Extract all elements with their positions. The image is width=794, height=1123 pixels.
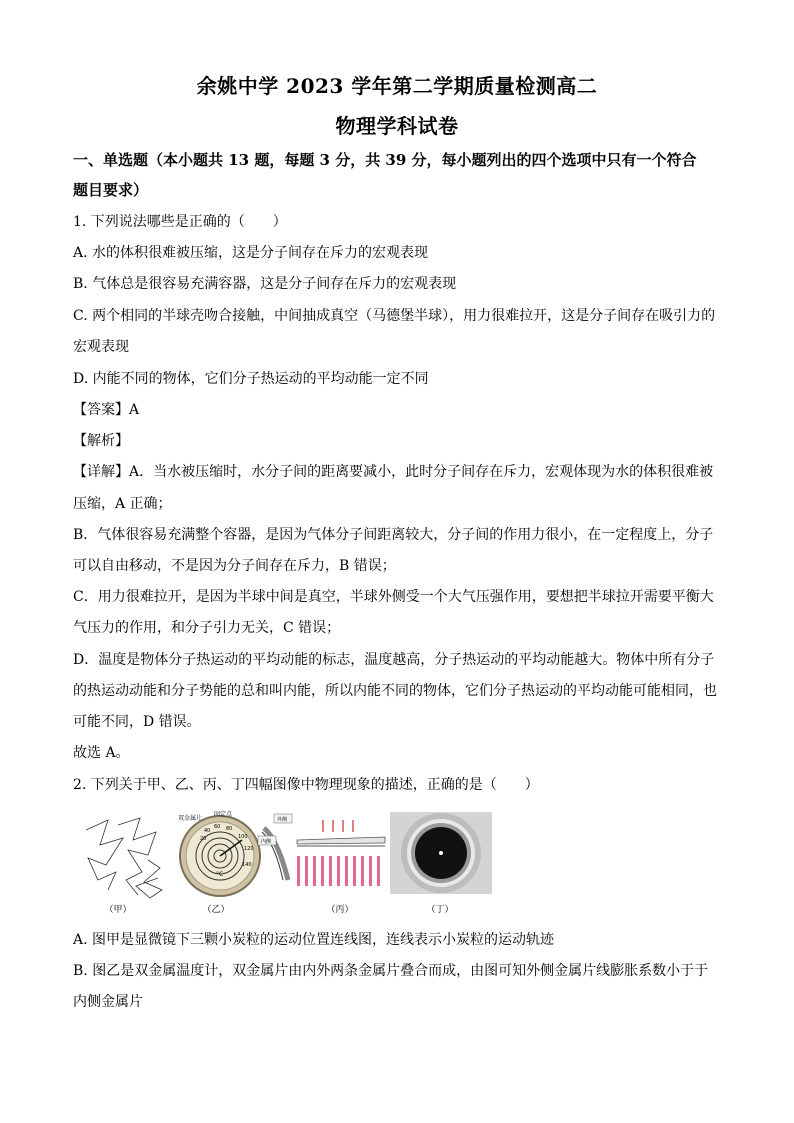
- dial-tick: 20: [200, 836, 207, 842]
- q1-detail-line: C．用力很难拉开，是因为半球中间是真空，半球外侧受一个大气压强作用，要想把半球拉开需要平衡大: [73, 589, 714, 605]
- diffraction-figure: [390, 810, 492, 900]
- section-heading-cont: 题目要求）: [73, 181, 149, 199]
- q1-conclusion: 故选 A。: [73, 745, 130, 761]
- q1-detail-line: 的热运动动能和分子势能的总和叫内能，所以内能不同的物体，它们分子热运动的平均动能可能相同，也: [73, 683, 717, 699]
- fixed-point-label: 固定点: [214, 811, 233, 818]
- brownian-motion-figure: [78, 810, 168, 900]
- outer-label: 外侧: [277, 817, 288, 823]
- dial-tick: 80: [226, 826, 233, 832]
- q2-stem: 2. 下列关于甲、乙、丙、丁四幅图像中物理现象的描述，正确的是（ ）: [73, 777, 539, 793]
- page-subtitle: 物理学科试卷: [335, 114, 459, 138]
- dial-tick: 40: [204, 828, 211, 834]
- q2-option-b-cont: 内侧金属片: [73, 994, 143, 1010]
- q2-figure-group: [78, 810, 498, 920]
- dial-tick: 60: [214, 824, 221, 830]
- q1-detail-line: 【详解】A．当水被压缩时，水分子间的距离要减小，此时分子间存在斥力，宏观体现为水的体积很难被: [73, 464, 714, 480]
- q1-detail-line: 可以自由移动，不是因为分子间存在斥力，B 错误；: [73, 558, 396, 574]
- section-heading: 一、单选题（本小题共 13 题，每题 3 分，共 39 分，每小题列出的四个选项中只有一个符合: [73, 151, 697, 169]
- q1-stem: 1. 下列说法哪些是正确的（ ）: [73, 214, 287, 230]
- dial-tick: 140: [242, 862, 252, 868]
- bimetal-thermometer-figure: [178, 810, 298, 902]
- q2-option-b: B. 图乙是双金属温度计，双金属片由内外两条金属片叠合而成，由图可知外侧金属片线膨胀系数小于于: [73, 963, 709, 979]
- q1-detail-line: 压缩，A 正确；: [73, 496, 172, 512]
- q1-option-b: B. 气体总是很容易充满容器，这是分子间存在斥力的宏观表现: [73, 276, 457, 292]
- q1-detail-line: D．温度是物体分子热运动的平均动能的标志，温度越高，分子热运动的平均动能越大。物体中所有分子: [73, 652, 715, 668]
- fig-caption: （乙）: [202, 905, 230, 915]
- fig-caption: （甲）: [104, 905, 132, 915]
- q1-detail-line: 气压力的作用，和分子引力无关，C 错误；: [73, 620, 341, 636]
- fig-caption: （丁）: [426, 905, 454, 915]
- dial-tick: 120: [244, 846, 254, 852]
- page-title: 余姚中学 2023 学年第二学期质量检测高二: [196, 74, 598, 98]
- celsius-label: °C: [216, 871, 224, 878]
- q1-analysis-label: 【解析】: [73, 433, 129, 449]
- dial-tick: 100: [238, 834, 248, 840]
- bimetal-label: 双金属片: [178, 815, 203, 822]
- thin-film-figure: [293, 810, 393, 900]
- inner-label: 内侧: [261, 839, 272, 845]
- fig-caption: （丙）: [326, 905, 354, 915]
- q2-option-a: A. 图甲是显微镜下三颗小炭粒的运动位置连线图，连线表示小炭粒的运动轨迹: [73, 932, 555, 948]
- q1-answer: 【答案】A: [73, 402, 140, 418]
- q1-option-a: A. 水的体积很难被压缩，这是分子间存在斥力的宏观表现: [73, 245, 429, 261]
- q1-detail-line: B．气体很容易充满整个容器，是因为气体分子间距离较大，分子间的作用力很小，在一定程度上，分子: [73, 527, 714, 543]
- q1-option-d: D. 内能不同的物体，它们分子热运动的平均动能一定不同: [73, 371, 429, 387]
- q1-option-c-cont: 宏观表现: [73, 339, 129, 355]
- q1-option-c: C. 两个相同的半球壳吻合接触，中间抽成真空（马德堡半球），用力很难拉开，这是分子间存在吸引力的: [73, 308, 716, 324]
- q1-detail-line: 可能不同，D 错误。: [73, 714, 201, 730]
